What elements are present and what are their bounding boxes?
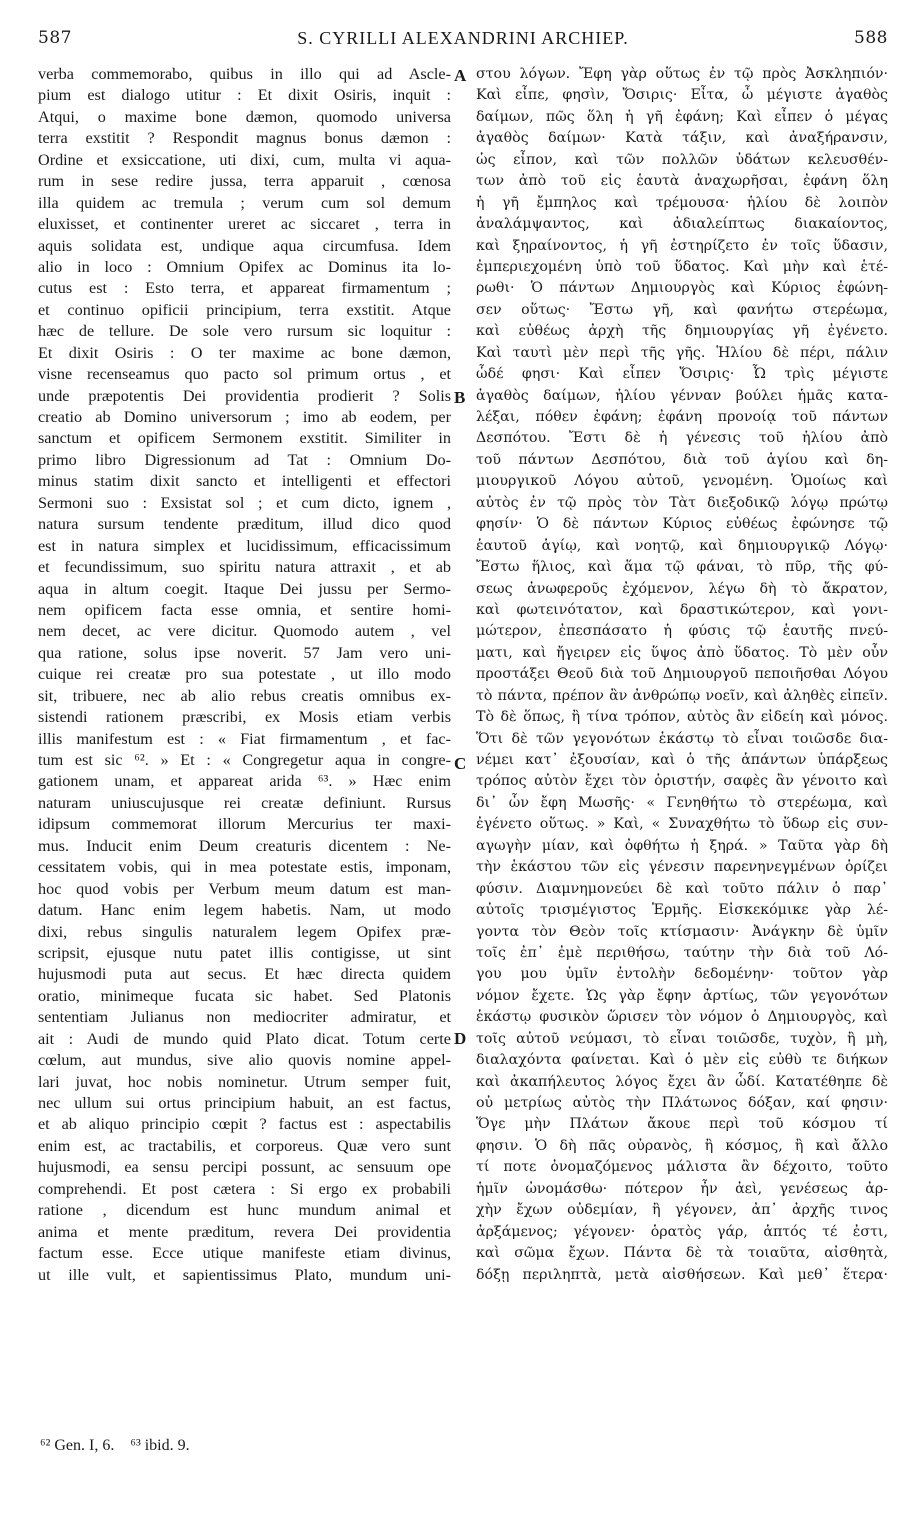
greek-text-line: νέμει κατ᾽ ἐξουσίαν, καὶ ὁ τῆς ἁπάντων ὑπάρξεως (476, 752, 888, 768)
latin-text-line: natura sursum tendente præditum, illud dico quod (38, 515, 451, 534)
latin-text-line: comprehendi. Et post cætera : Si ergo ex probabili (38, 1179, 451, 1198)
latin-text-line: et ab aliquo principio cœpit ? factus est : aspectabilis (38, 1115, 451, 1134)
margin-letter-c: C (454, 754, 467, 773)
page-header (38, 28, 888, 54)
latin-text-line: Et dixit Osiris : O ter maxime ac bone dæmon, (38, 343, 451, 362)
latin-text-line: hæc de tellure. De sole vero rursum sic loquitur : (38, 322, 451, 341)
greek-text-line: ἀγαθὸς δαίμων· Κατὰ τάξιν, καὶ ἀναξήρανσιν, (476, 130, 888, 147)
latin-text-line: datum. Hanc enim legem habetis. Nam, ut modo (38, 901, 451, 920)
latin-text-line: illis manifestum est : « Fiat firmamentum , et fac- (38, 729, 451, 748)
greek-text-line: αγωγὴν μίαν, καὶ ὀφθήτω ἡ ξηρά. » Ταῦτα γὰρ δὴ (476, 837, 888, 854)
greek-text-line: αὐτὸς ἐν τῷ πρὸς τὸν Τὰτ διεξοδικῷ λόγῳ πρώτῳ (476, 494, 888, 511)
greek-text-line: φησίν· Ὁ δὲ πάντων Κύριος εὐθέως ἐφώνησε τῷ (476, 516, 888, 533)
greek-text-line: Ὅτι δὲ τῶν γεγονότων ἑκάστῳ τὸ εἶναι τοιῶσδε δια- (476, 730, 888, 747)
greek-text-line: Ὅγε μὴν Πλάτων ἄκουε περὶ τοῦ κόσμου τί (476, 1116, 888, 1133)
greek-text-line: ἑκάστῳ φυσικὸν ὥρισεν τὸν νόμον ὁ Δημιουργὸς, καὶ (476, 1009, 888, 1026)
greek-text-line: φύσιν. Διαμνημονεύει δὲ καὶ τοῦτο πάλιν ὁ παρ᾽ (476, 880, 888, 897)
latin-text-line: tum est sic ⁶². » Et : « Congregetur aqua in congre- (38, 751, 451, 769)
greek-text-line: τί ποτε ὀνομαζόμενος μάλιστα ἂν δέχοιτο, τοῦτο (476, 1159, 888, 1176)
latin-text-line: cœlum, aut mundus, sive alio quovis nomine appel- (38, 1051, 451, 1070)
greek-text-line: δι᾽ ὧν ἔφη Μωσῆς· « Γενηθήτω τὸ στερέωμα, καὶ (476, 794, 888, 811)
greek-text-line: αὐτοῖς τρισμέγιστος Ἑρμῆς. Εἰσκεκόμικε γὰρ λέ- (476, 902, 888, 919)
latin-text-line: nec ullum sui ortus principium habuit, an est factus, (38, 1094, 451, 1112)
latin-text-line: oratio, minimeque fucata sic habet. Sed Platonis (38, 986, 451, 1005)
latin-text-line: ait : Audi de mundo quid Plato dicat. Totum certe (38, 1029, 451, 1048)
greek-text-line: γοντα τὸν Θεὸν τοῖς κτίσμασιν· Ἀνάγκην δὲ ὑμῖν (476, 923, 888, 940)
page-number-left: 587 (38, 28, 72, 48)
latin-text-line: terra exstitit ? Respondit magnus bonus dæmon : (38, 129, 451, 148)
latin-text-line: scripsit, ejusque nutu patet illis contigisse, ut sint (38, 943, 451, 962)
latin-text-line: et continuo opificii principium, terra exstitit. Atque (38, 300, 451, 319)
margin-letter-b: B (454, 388, 466, 407)
greek-text-line: διαλαχόντα φαίνεται. Καὶ ὁ μὲν εἰς εὐθὺ τε διήκων (476, 1052, 888, 1069)
footnote-62: ⁶² Gen. I, 6. (40, 1437, 115, 1454)
greek-text-line: οὐ μετρίως αὐτὸς τὴν Πλάτωνος δόξαν, καί φησιν· (476, 1095, 888, 1111)
greek-text-line: ἐγένετο οὕτως. » Καὶ, « Συναχθήτω τὸ ὕδωρ εἰς συν- (476, 816, 888, 833)
latin-text-line: factum esse. Ecce utique manifeste etiam divinus, (38, 1244, 451, 1263)
latin-text-line: hujusmodi, ea sensu percipi possunt, ac sensuum ope (38, 1158, 451, 1177)
latin-text-line: eluxisset, et continenter ureret ac siccaret , terra in (38, 215, 451, 234)
latin-text-line: hoc quod vobis per Verbum meum datum est man- (38, 879, 451, 898)
greek-text-line: Καὶ εἶπε, φησὶν, Ὄσιρις· Εἶτα, ὦ μέγιστε ἀγαθὸς (476, 87, 888, 104)
latin-text-line: aquis solidata est, undique aqua circumfusa. Idem (38, 236, 451, 255)
greek-text-line: καὶ φωτεινότατον, καὶ δραστικώτερον, καὶ γονι- (476, 601, 888, 618)
greek-text-line: καὶ εὐθέως ἀρχὴ τῆς δημιουργίας γῆ ἐγένετο. (476, 323, 888, 340)
greek-text-line: ἀγαθὸς δαίμων, ἡλίου γένναν βούλει ἡμᾶς κατα- (476, 387, 888, 404)
latin-text-line: rum in sese redire jussa, terra apparuit , cœnosa (38, 172, 451, 191)
footnote-63: ⁶³ ibid. 9. (130, 1437, 190, 1454)
latin-text-line: nem opificem facta esse omnia, et sentire homi- (38, 600, 451, 619)
greek-text-line: τοῖς ἐπ᾽ ἐμὲ περιθήσω, ταύτην τὴν διὰ τοῦ Λό- (476, 944, 888, 961)
greek-text-line: ὡς εἶπον, καὶ τῶν πολλῶν ὑδάτων κελευσθέν- (476, 151, 888, 168)
latin-text-line: anima et mente præditum, revera Dei providentia (38, 1222, 451, 1241)
margin-letter-d: D (454, 1029, 467, 1048)
latin-text-line: verba commemorabo, quibus in illo qui ad Ascle- (38, 65, 451, 83)
greek-text-line: ὧδέ φησι· Καὶ εἶπεν Ὄσιρις· Ὦ τρὶς μέγιστε (476, 366, 888, 383)
greek-text-line: τοῖς αὐτοῦ νεύμασι, τὸ εἶναι τοιῶσδε, τυχὸν, ἢ μὴ, (476, 1030, 888, 1047)
greek-text-line: Καὶ ταυτὶ μὲν περὶ τῆς γῆς. Ἡλίου δὲ πέρι, πάλιν (476, 344, 888, 361)
greek-text-line: τὴν ἑκάστου τῶν εἰς γένεσιν παρενηνεγμένων ὁρίζει (476, 859, 888, 876)
greek-text-line: φησιν. Ὁ δὴ πᾶς οὐρανὸς, ἢ κόσμος, ἢ καὶ ἄλλο (476, 1137, 888, 1154)
greek-text-line: καὶ ξηραίνοντος, ἡ γῆ ἐστηρίζετο ἐν τοῖς ὕδασιν, (476, 237, 888, 254)
greek-text-line: Δεσπότου. Ἔστι δὲ ἡ γένεσις τοῦ ἡλίου ἀπὸ (476, 430, 888, 447)
greek-text-line: μιουργικοῦ Λόγου αὐτοῦ, γενομένη. Ὁμοίως καὶ (476, 473, 888, 490)
latin-text-line: cutus est : Esto terra, et appareat firmamentum ; (38, 279, 451, 298)
latin-text-line: naturam uniuscujusque rei creatæ definiunt. Rursus (38, 793, 451, 812)
latin-text-line: ut ille vult, et sapientissimus Plato, mundum uni- (38, 1265, 451, 1284)
greek-text-line: καὶ σῶμα ἔχων. Πάντα δὲ τὰ τοιαῦτα, αἰσθητὰ, (476, 1245, 888, 1262)
latin-text-line: unde præpotentis Dei providentia prodierit ? Solis (38, 386, 451, 405)
latin-text-line: est in natura simplex et lucidissimum, efficacissimum (38, 536, 451, 555)
latin-text-line: primo libro Digressionum ad Tat : Omnium Do- (38, 450, 451, 469)
margin-letter-a: A (454, 66, 467, 85)
greek-text-line: σεως ἀνωφεροῦς ἐχόμενον, λέγω δὴ τὸ ἄκρατον, (476, 580, 888, 597)
latin-text-line: Atqui, o maxime bone dæmon, quomodo universa (38, 107, 451, 126)
greek-text-line: νόμον ἔχετε. Ὡς γὰρ ἔφην ἀρτίως, τῶν γεγονότων (476, 987, 888, 1004)
footnotes (40, 1437, 202, 1455)
greek-text-line: χὴν ἔχων οὐδεμίαν, ἢ γέγονεν, ἀπ᾽ ἀρχῆς τινος (476, 1202, 888, 1219)
latin-text-line: mus. Inducit enim Deum creaturis dicentem : Ne- (38, 836, 451, 855)
greek-text-line: τὸ πάντα, πρέπον ἂν ἀνθρώπῳ νοεῖν, καὶ ἀληθὲς εἰπεῖν. (476, 687, 888, 704)
greek-text-line: καὶ ἀκαπήλευτος λόγος ἔχει ἂν ὧδί. Κατατέθηπε δὲ (476, 1073, 888, 1090)
latin-text-line: cessitatem vobis, qui in mea potestate estis, imponam, (38, 858, 451, 877)
greek-text-line: των ἀπὸ τοῦ εἰς ἑαυτὰ ἀναχωρῆσαι, ἐφάνη ὅλη (476, 173, 888, 190)
latin-text-line: hujusmodi puta aut secus. Et hæc directa quidem (38, 965, 451, 984)
latin-text-line: gationem unam, et appareat arida ⁶³. » Hæc enim (38, 772, 451, 791)
greek-text-line: ματι, καὶ ἤγειρεν εἰς ὕψος ἀπὸ ὕδατος. Τὸ μὲν οὖν (476, 644, 888, 661)
greek-text-line: ἐμπεριεχομένη ὑπὸ τοῦ ὕδατος. Καὶ μὴν καὶ ἑτέ- (476, 258, 888, 275)
latin-text-line: lari juvat, hoc nobis nominetur. Utrum semper fuit, (38, 1072, 451, 1091)
latin-text-line: ratione , dicendum est hunc mundum animal et (38, 1201, 451, 1220)
greek-text-line: προστάξει Θεοῦ διὰ τοῦ Δημιουργοῦ πεποιῆσθαι Λόγου (476, 666, 888, 683)
latin-text-line: pium est dialogo utitur : Et dixit Osiris, inquit : (38, 86, 451, 105)
latin-text-line: sistendi rationem præscribi, ex Mosis etiam verbis (38, 708, 451, 727)
latin-text-line: Sermoni suo : Exsistat sol ; et cum dicto, ignem , (38, 493, 451, 512)
greek-text-line: ἀρξάμενος; γέγονεν· ὁρατὸς γάρ, ἁπτός τέ ἐστι, (476, 1223, 888, 1240)
greek-text-line: Τὸ δὲ ὅπως, ἢ τίνα τρόπον, αὐτὸς ἂν εἰδείη καὶ μόνος. (476, 709, 888, 726)
latin-text-line: sanctum et opificem Sermonem exstitit. Similiter in (38, 429, 451, 448)
latin-text-line: enim est, ac tractabilis, et corporeus. Quæ vero sunt (38, 1136, 451, 1155)
latin-text-line: illa quidem ac tremula ; verum cum sol demum (38, 193, 451, 212)
greek-text-line: στου λόγων. Ἔφη γὰρ οὕτως ἐν τῷ πρὸς Ἀσκληπιόν· (476, 66, 888, 82)
greek-text-line: ἑαυτοῦ ἁγίῳ, καὶ νοητῷ, καὶ δημιουργικῷ Λόγῳ· (476, 537, 888, 554)
latin-text-line: creatio ab Domino universorum ; imo ab eodem, per (38, 408, 451, 426)
greek-text-line: γου μου ὑμῖν ἐντολὴν δεδομένην· τοῦτον γὰρ (476, 966, 888, 983)
greek-text-line: ρωθι· Ὁ πάντων Δημιουργὸς καὶ Κύριος ἐφώνη- (476, 280, 888, 297)
latin-text-line: Ordine et exsiccatione, uti dixi, cum, multa vi aqua- (38, 150, 451, 169)
greek-text-line: Ἔστω ἥλιος, καὶ ἅμα τῷ φάναι, τὸ πῦρ, τῆς φύ- (476, 559, 888, 576)
latin-text-line: alio in loco : Omnium Opifex ac Dominus ita lo- (38, 257, 451, 276)
greek-text-line: σεν οὕτως· Ἔστω γῆ, καὶ φανήτω στερέωμα, (476, 301, 888, 318)
latin-text-line: cuique rei creatæ pro sua potestate , ut illo modo (38, 665, 451, 684)
greek-text-line: μώτερον, ἐπεσπάσατο ἡ φύσις τῷ ἑαυτῆς πνεύ- (476, 623, 888, 640)
greek-text-line: ἡμῖν ὠνομάσθω· πότερον ἦν ἀεὶ, γενέσεως ἀρ- (476, 1180, 888, 1197)
page-number-right: 588 (854, 28, 888, 48)
latin-text-line: dixi, rebus singulis naturalem legem Opifex præ- (38, 922, 451, 941)
latin-text-line: minus statim dixit sancto et intelligenti et effectori (38, 472, 451, 491)
latin-text-line: idipsum commemorat illorum Mercurius ter maxi- (38, 815, 451, 834)
greek-text-line: δαίμων, πῶς ὅλη ἡ γῆ ἐφάνη; Καὶ εἶπεν ὁ μέγας (476, 108, 888, 125)
greek-text-line: ἀναλάμψαντος, καὶ ἀδιαλείπτως διακαίοντος, (476, 216, 888, 233)
latin-text-line: visne recenseamus quo pacto sol primum ortus , et (38, 365, 451, 384)
running-title: S. CYRILLI ALEXANDRINI ARCHIEP. (297, 28, 629, 48)
latin-column (38, 64, 451, 1286)
greek-column (476, 64, 888, 1286)
greek-text-line: τρόπος αὐτὸν ἔχει τὸν ὁριστήν, σαφὲς ἂν γένοιτο καὶ (476, 773, 888, 790)
greek-text-line: δόξῃ περιληπτὰ, μετὰ αἰσθήσεων. Καὶ μεθ᾽ ἕτερα· (476, 1266, 888, 1283)
latin-text-line: qua ratione, solus ipse noverit. 57 Jam vero uni- (38, 643, 451, 662)
latin-text-line: sententiam Julianus non mediocriter admiratur, et (38, 1008, 451, 1027)
latin-text-line: nem decet, ac vere dicitur. Quomodo autem , vel (38, 622, 451, 641)
greek-text-line: τοῦ πάντων Δεσπότου, διὰ τοῦ ἁγίου καὶ δη- (476, 451, 888, 468)
greek-text-line: ἡ γῆ ἔμπηλος καὶ τρέμουσα· ἡλίου δὲ λοιπὸν (476, 194, 888, 211)
latin-text-line: aqua in altum coegit. Itaque Dei jussu per Sermo- (38, 579, 451, 598)
latin-text-line: sit, tribuere, nec ab alio rebus creatis omnibus ex- (38, 686, 451, 705)
greek-text-line: λέξαι, πόθεν ἐφάνη; ἐφάνη προνοίᾳ τοῦ πάντων (476, 409, 888, 425)
latin-text-line: et fecundissimum, suo spiritu natura attraxit , et ab (38, 558, 451, 577)
